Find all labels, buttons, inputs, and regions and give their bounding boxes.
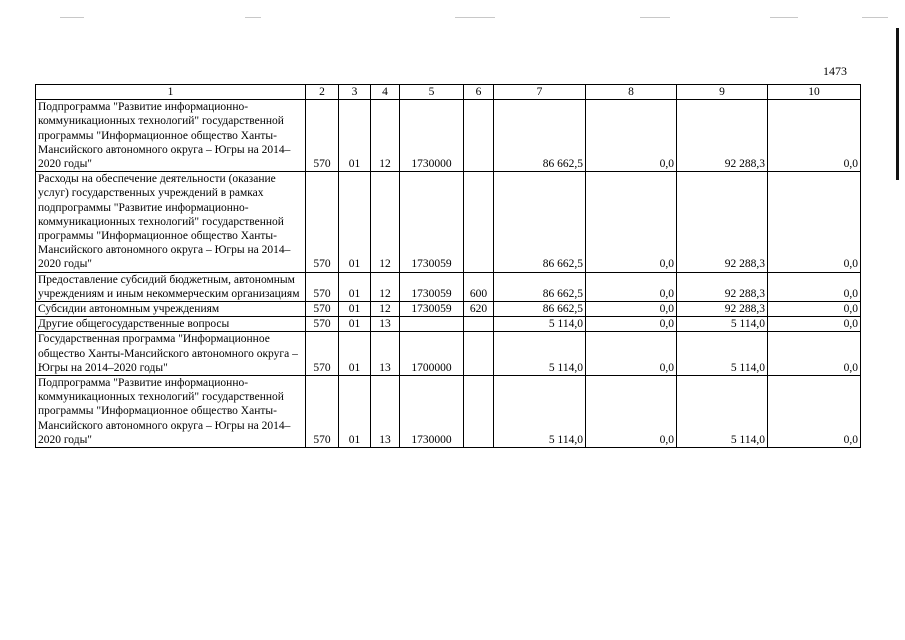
amount-cell: 86 662,5 [494,172,586,272]
column-header: 1 [36,85,306,100]
amount-cell: 0,0 [768,317,861,332]
amount-cell: 0,0 [586,172,677,272]
code-cell: 1730059 [400,172,464,272]
scan-artifact [640,17,670,18]
column-header: 4 [371,85,400,100]
scan-artifact [770,17,798,18]
amount-cell: 0,0 [586,376,677,448]
code-cell: 620 [464,302,494,317]
code-cell: 600 [464,272,494,301]
page-number: 1473 [823,64,847,78]
amount-cell: 0,0 [586,332,677,376]
scan-artifact [455,17,495,18]
column-header: 5 [400,85,464,100]
code-cell: 570 [306,100,339,172]
amount-cell: 86 662,5 [494,272,586,301]
column-header: 2 [306,85,339,100]
table-row [36,302,861,317]
code-cell: 01 [339,317,371,332]
code-cell: 1700000 [400,332,464,376]
amount-cell: 5 114,0 [677,376,768,448]
amount-cell: 5 114,0 [494,317,586,332]
code-cell: 570 [306,302,339,317]
table-row [36,100,861,172]
table-row [36,332,861,376]
row-name-cell: Расходы на обеспечение деятельности (оказание услуг) государственных учреждений в рамках подпрограммы "Развитие информационно-коммуникационных технологий" государственной программы "Информационное общество Ханты-Мансийского автономного округа – Югры на 2014–2020 годы" [36,172,306,272]
amount-cell: 5 114,0 [494,332,586,376]
amount-cell: 0,0 [768,100,861,172]
row-name-cell: Субсидии автономным учреждениям [36,302,306,317]
code-cell: 570 [306,317,339,332]
code-cell [464,100,494,172]
amount-cell: 92 288,3 [677,100,768,172]
amount-cell: 0,0 [586,272,677,301]
code-cell: 570 [306,332,339,376]
amount-cell: 0,0 [768,272,861,301]
row-name-cell: Предоставление субсидий бюджетным, автономным учреждениям и иным некоммерческим организациям [36,272,306,301]
amount-cell: 0,0 [768,332,861,376]
row-name-cell: Подпрограмма "Развитие информационно-коммуникационных технологий" государственной программы "Информационное общество Ханты-Мансийского автономного округа – Югры на 2014–2020 годы" [36,100,306,172]
code-cell: 570 [306,272,339,301]
row-name-cell: Государственная программа "Информационное общество Ханты-Мансийского автономного округа – Югры на 2014–2020 годы" [36,332,306,376]
row-name-cell: Другие общегосударственные вопросы [36,317,306,332]
amount-cell: 5 114,0 [494,376,586,448]
code-cell: 13 [371,332,400,376]
scan-edge-bar [896,28,899,180]
amount-cell: 0,0 [768,172,861,272]
header-row [36,85,861,100]
table-row [36,376,861,448]
table-row [36,272,861,301]
code-cell: 01 [339,272,371,301]
code-cell: 13 [371,317,400,332]
table-body [36,100,861,448]
code-cell: 1730059 [400,272,464,301]
code-cell: 570 [306,376,339,448]
code-cell: 12 [371,272,400,301]
code-cell [464,317,494,332]
code-cell: 1730000 [400,100,464,172]
scan-artifact [245,17,261,18]
column-header: 6 [464,85,494,100]
amount-cell: 86 662,5 [494,302,586,317]
code-cell: 01 [339,332,371,376]
code-cell: 01 [339,302,371,317]
code-cell: 1730000 [400,376,464,448]
column-header: 9 [677,85,768,100]
code-cell: 12 [371,100,400,172]
row-name-cell: Подпрограмма "Развитие информационно-коммуникационных технологий" государственной программы "Информационное общество Ханты-Мансийского автономного округа – Югры на 2014–2020 годы" [36,376,306,448]
amount-cell: 5 114,0 [677,317,768,332]
column-header: 7 [494,85,586,100]
code-cell: 12 [371,172,400,272]
amount-cell: 0,0 [768,376,861,448]
amount-cell: 92 288,3 [677,172,768,272]
amount-cell: 5 114,0 [677,332,768,376]
amount-cell: 86 662,5 [494,100,586,172]
scan-artifact [60,17,84,18]
table-row [36,172,861,272]
code-cell: 1730059 [400,302,464,317]
amount-cell: 0,0 [586,302,677,317]
scan-artifact [862,17,888,18]
amount-cell: 92 288,3 [677,272,768,301]
code-cell [464,332,494,376]
code-cell [464,172,494,272]
amount-cell: 92 288,3 [677,302,768,317]
column-header: 3 [339,85,371,100]
code-cell [464,376,494,448]
column-header: 8 [586,85,677,100]
code-cell: 570 [306,172,339,272]
code-cell: 01 [339,376,371,448]
amount-cell: 0,0 [586,100,677,172]
code-cell [400,317,464,332]
column-header: 10 [768,85,861,100]
table-row [36,317,861,332]
code-cell: 13 [371,376,400,448]
code-cell: 01 [339,100,371,172]
code-cell: 01 [339,172,371,272]
budget-table [35,84,861,448]
code-cell: 12 [371,302,400,317]
amount-cell: 0,0 [586,317,677,332]
amount-cell: 0,0 [768,302,861,317]
